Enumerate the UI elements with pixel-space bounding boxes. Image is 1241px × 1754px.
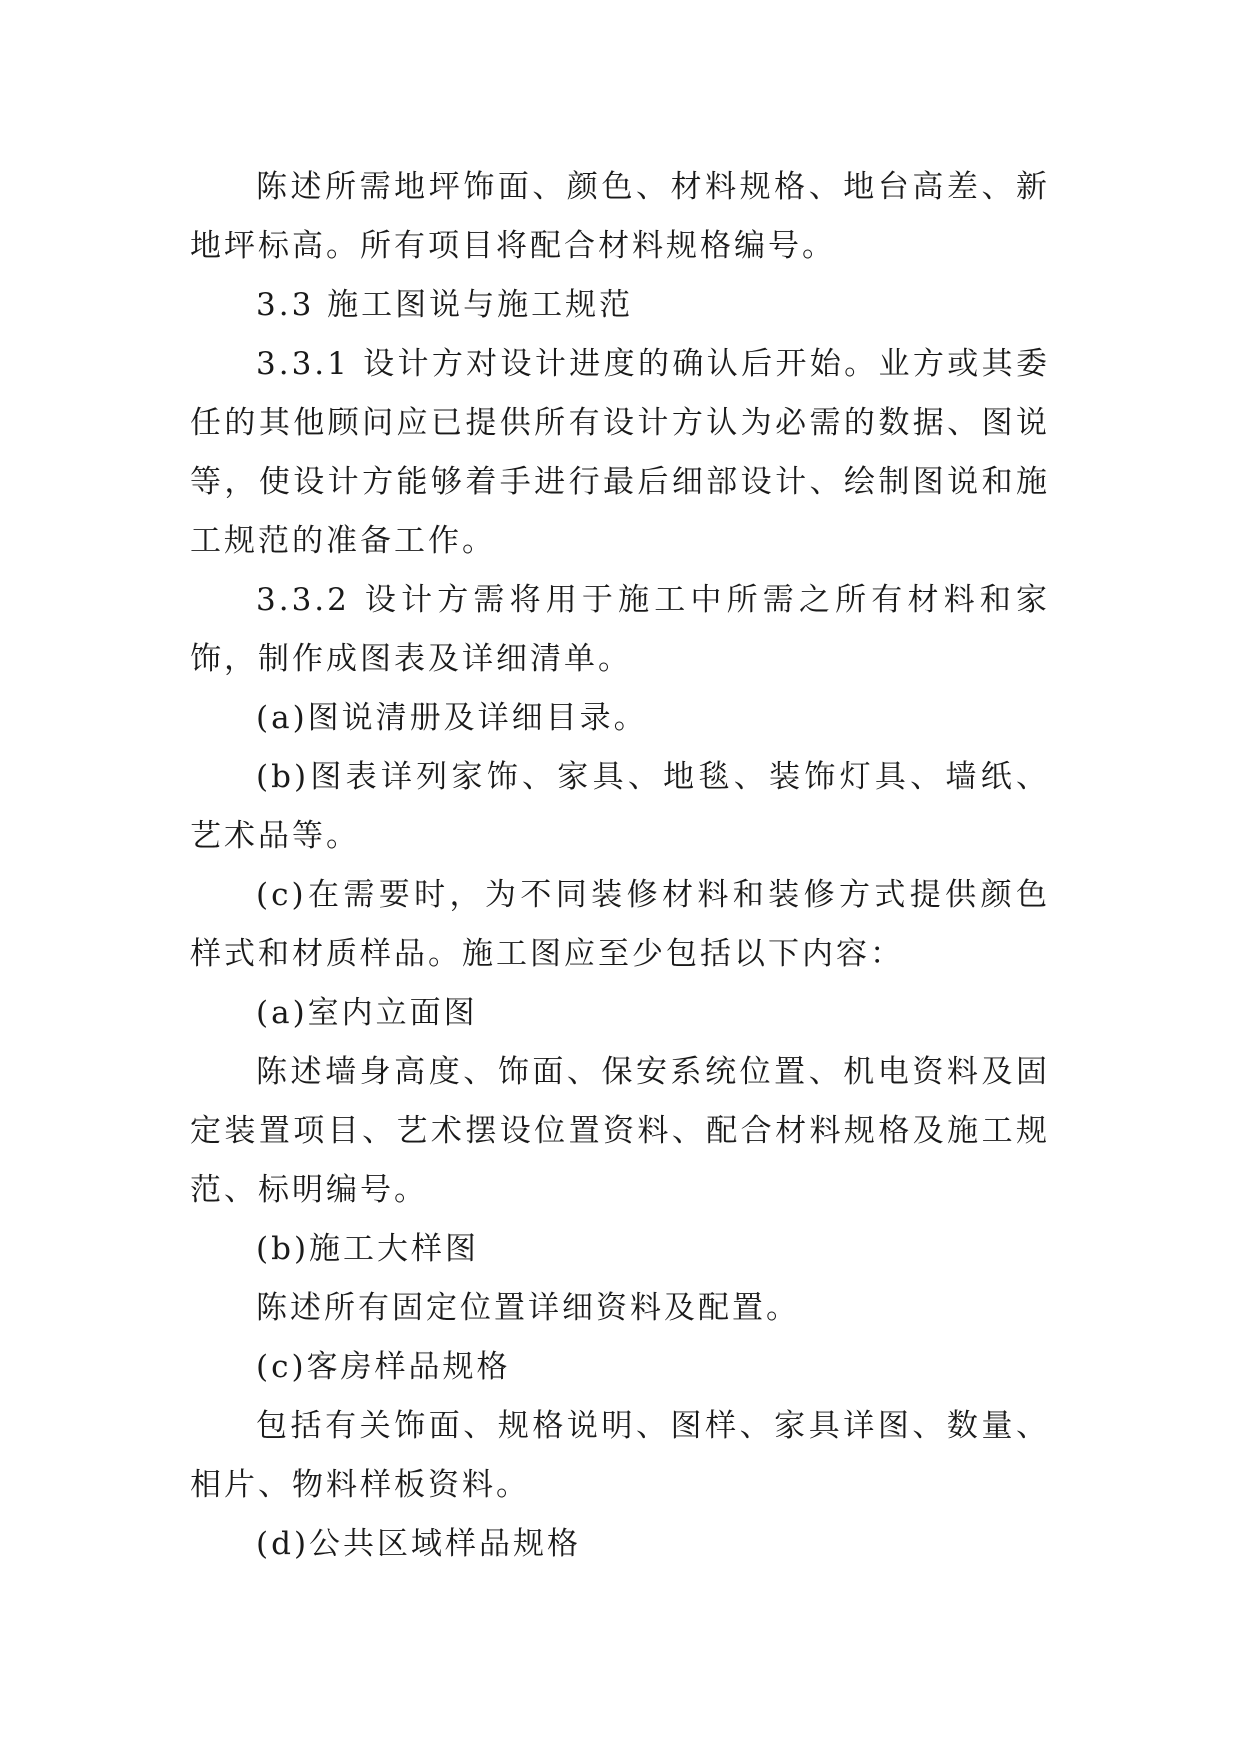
- paragraph-guestroom-sample-contents: 包括有关饰面、规格说明、图样、家具详图、数量、相片、物料样板资料。: [190, 1408, 1050, 1503]
- paragraph-3-3-1: 3.3.1 设计方对设计进度的确认后开始。业方或其委任的其他顾问应已提供所有设计方认为必需的数据、图说等，使设计方能够着手进行最后细部设计、绘制图说和施工规范的准备工作。: [190, 346, 1050, 559]
- section-heading-3-3: 3.3 施工图说与施工规范: [256, 287, 634, 323]
- paragraph-fixed-position-details: 陈述所有固定位置详细资料及配置。: [256, 1290, 800, 1326]
- paragraph-3-3-2: 3.3.2 设计方需将用于施工中所需之所有材料和家饰，制作成图表及详细清单。: [190, 582, 1050, 677]
- subheading-b-construction-details: (b)施工大样图: [256, 1231, 480, 1267]
- subheading-a-interior-elevations: (a)室内立面图: [256, 995, 478, 1031]
- list-item-a-drawing-register: (a)图说清册及详细目录。: [256, 700, 648, 736]
- paragraph-elevation-details: 陈述墙身高度、饰面、保安系统位置、机电资料及固定装置项目、艺术摆设位置资料、配合材料规格及施工规范、标明编号。: [190, 1054, 1050, 1208]
- list-item-b-schedule: (b)图表详列家饰、家具、地毯、装饰灯具、墙纸、艺术品等。: [190, 759, 1050, 854]
- subheading-c-guestroom-samples: (c)客房样品规格: [256, 1349, 511, 1385]
- list-item-c-samples: (c)在需要时，为不同装修材料和装修方式提供颜色样式和材质样品。施工图应至少包括以下内容：: [190, 877, 1050, 972]
- paragraph-floor-finish: 陈述所需地坪饰面、颜色、材料规格、地台高差、新地坪标高。所有项目将配合材料规格编号。: [190, 169, 1050, 264]
- subheading-d-public-area-samples: (d)公共区域样品规格: [256, 1526, 582, 1562]
- document-body: [190, 158, 1050, 1574]
